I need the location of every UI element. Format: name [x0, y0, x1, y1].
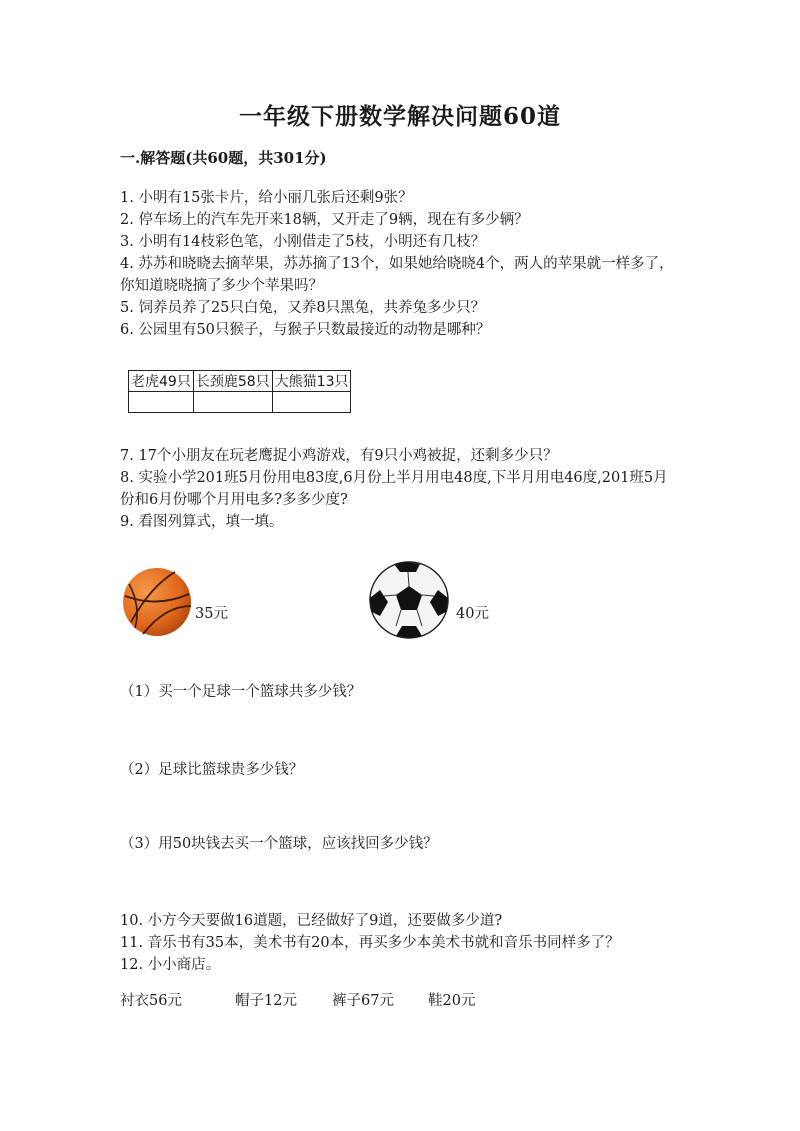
question-7: 7. 17个小朋友在玩老鹰捉小鸡游戏，有9只小鸡被捉，还剩多少只？ [120, 448, 558, 464]
question-4: 4. 苏苏和晓晓去摘苹果，苏苏摘了13个，如果她给晓晓4个，两人的苹果就一样多了，你知道晓晓摘了多少个苹果吗？ [120, 256, 674, 294]
shop-item-hat: 帽子12元 [235, 993, 297, 1009]
answer-cell[interactable] [129, 392, 194, 413]
question-10: 10. 小方今天要做16道题，已经做好了9道，还要做多少道? [120, 913, 503, 929]
question-6: 6. 公园里有50只猴子，与猴子只数最接近的动物是哪种？ [120, 322, 491, 338]
soccer-price: 40元 [456, 606, 489, 622]
subquestion-1: （1）买一个足球一个篮球共多少钱？ [120, 684, 362, 700]
animal-table-header-row [129, 371, 351, 392]
answer-cell[interactable] [272, 392, 351, 413]
question-9: 9. 看图列算式，填一填。 [120, 514, 284, 530]
question-2: 2. 停车场上的汽车先开来18辆，又开走了9辆，现在有多少辆？ [120, 212, 529, 228]
question-11: 11. 音乐书有35本，美术书有20本，再买多少本美术书就和音乐书同样多了？ [120, 935, 620, 951]
subquestion-2: （2）足球比篮球贵多少钱？ [120, 762, 304, 778]
shop-item-shoes: 鞋20元 [428, 993, 476, 1009]
subquestion-3: （3）用50块钱去买一个篮球，应该找回多少钱？ [120, 836, 438, 852]
question-5: 5. 饲养员养了25只白兔，又养8只黑兔，共养兔多少只？ [120, 300, 486, 316]
question-1: 1. 小明有15张卡片，给小丽几张后还剩9张？ [120, 190, 413, 206]
animal-cell-tiger: 老虎49只 [129, 371, 194, 392]
basketball-price: 35元 [195, 606, 228, 622]
question-3: 3. 小明有14枝彩色笔，小刚借走了5枝，小明还有几枝？ [120, 234, 486, 250]
answer-cell[interactable] [193, 392, 272, 413]
section-heading: 一.解答题(共60题，共301分) [120, 149, 327, 167]
question-12: 12. 小小商店。 [120, 957, 221, 973]
basketball-icon [121, 566, 193, 638]
question-8: 8. 实验小学201班5月份用电83度,6月份上半月用电48度,下半月用电46度,201班5月份和6月份哪个月用电多?多多少度? [120, 470, 668, 508]
animal-table [128, 370, 351, 413]
shop-item-pants: 裤子67元 [332, 993, 394, 1009]
animal-cell-panda: 大熊猫13只 [272, 371, 351, 392]
soccer-ball-icon [368, 560, 450, 640]
animal-table-answer-row [129, 392, 351, 413]
animal-cell-giraffe: 长颈鹿58只 [193, 371, 272, 392]
page-title: 一年级下册数学解决问题60道 [238, 103, 561, 130]
shop-item-shirt: 衬衣56元 [120, 993, 182, 1009]
